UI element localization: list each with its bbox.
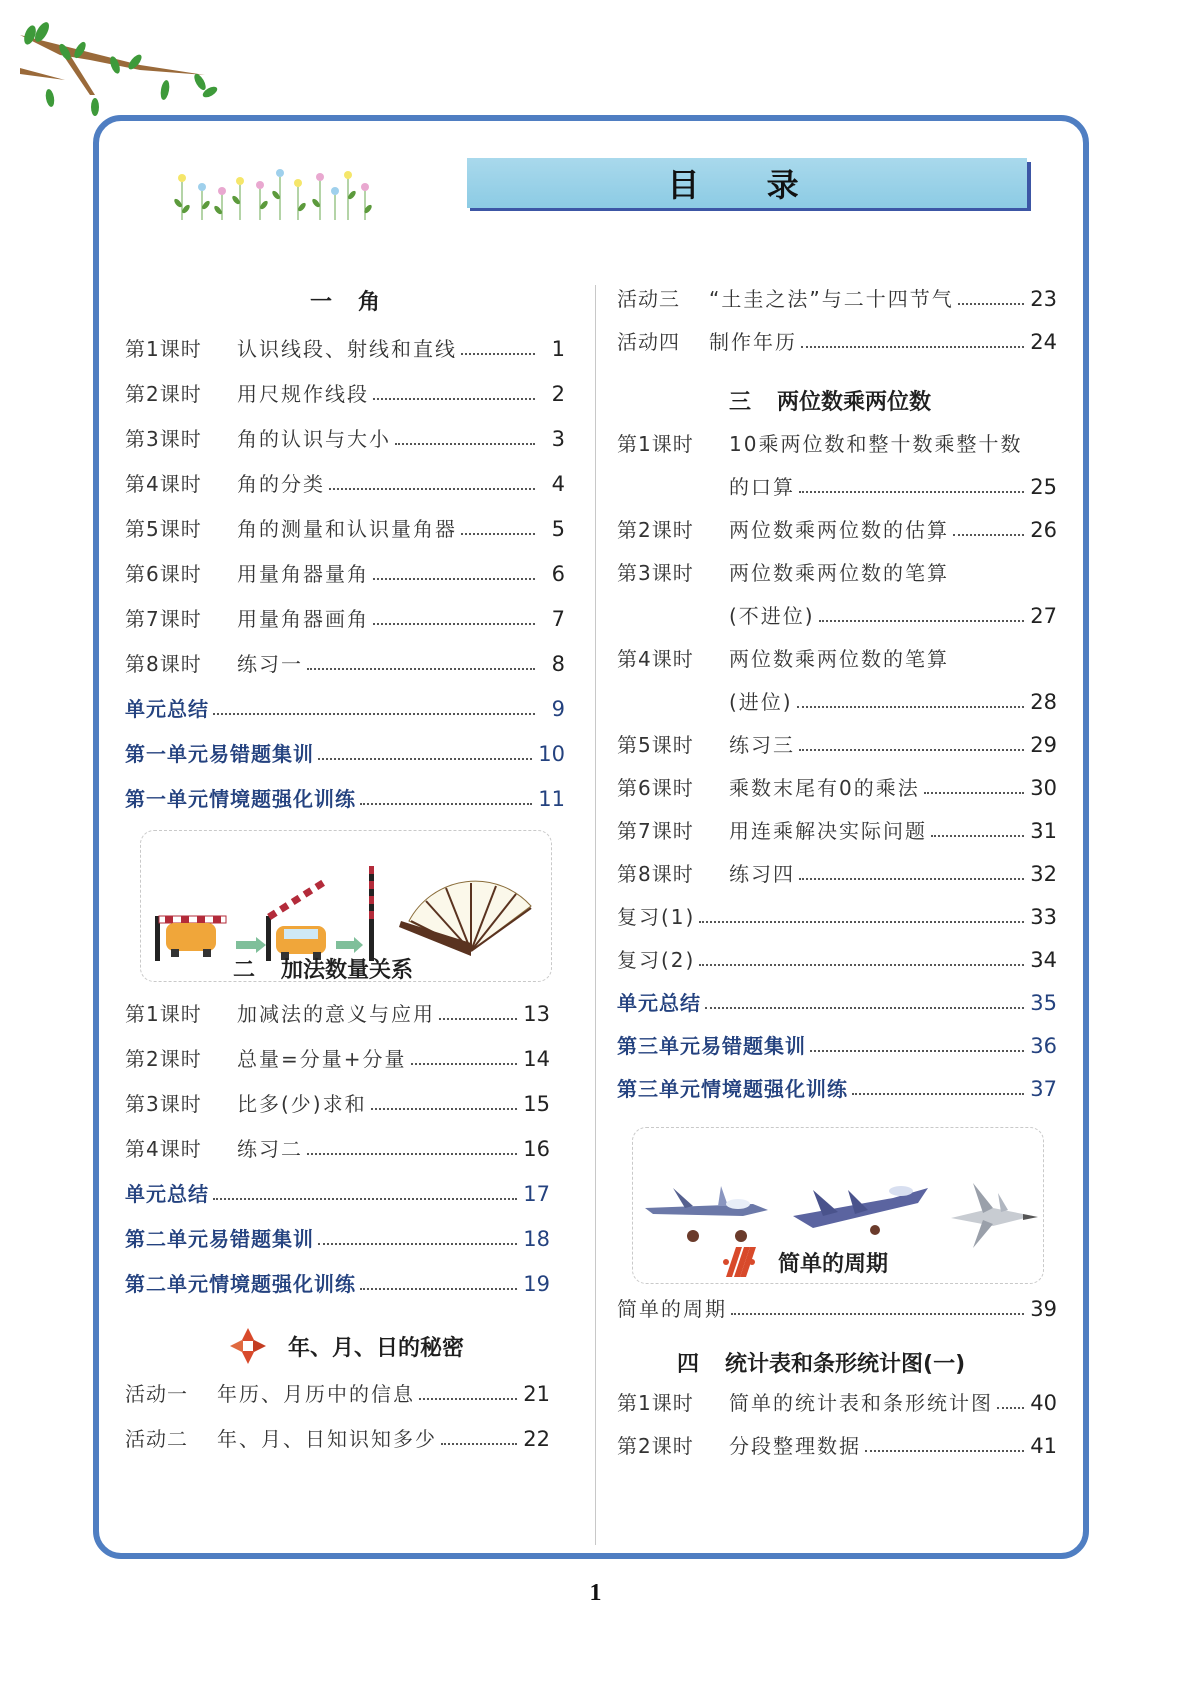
leader-dots [373, 623, 535, 625]
lesson-label: 第1课时 [125, 337, 202, 361]
toc-entry[interactable] [125, 650, 565, 678]
toc-entry[interactable] [125, 1045, 550, 1073]
unit2-number: 二 [233, 958, 256, 983]
page-ref: 18 [523, 1227, 550, 1251]
lesson-label: 第7课时 [617, 819, 694, 843]
leader-dots [924, 792, 1025, 794]
unit3-number: 三 [729, 390, 752, 415]
page-ref: 13 [523, 1002, 550, 1026]
entry-title: 复习(2) [617, 948, 696, 972]
leader-dots [411, 1063, 518, 1065]
lesson-label: 第2课时 [617, 1434, 694, 1458]
page-ref: 31 [1030, 819, 1057, 843]
leader-dots [373, 578, 535, 580]
toc-entry[interactable] [125, 605, 565, 633]
entry-title: 第三单元情境题强化训练 [617, 1077, 848, 1101]
unit3-heading [729, 385, 931, 416]
toc-entry[interactable] [125, 425, 565, 453]
page-ref: 22 [523, 1427, 550, 1451]
entry-title: 第三单元易错题集训 [617, 1034, 806, 1058]
entry-title: 单元总结 [125, 1182, 209, 1206]
leader-dots [213, 713, 535, 715]
entry-title: 练习一 [237, 652, 303, 676]
entry-title: 认识线段、射线和直线 [237, 337, 457, 361]
unit1-title: 角 [358, 290, 381, 315]
toc-entry-scenario-training[interactable] [125, 785, 565, 813]
lesson-label: 第1课时 [617, 432, 694, 456]
toc-entry-error-drill[interactable] [617, 1032, 1057, 1060]
entry-title: 练习四 [729, 862, 795, 886]
entry-title: 用尺规作线段 [237, 382, 369, 406]
entry-title: 第一单元情境题强化训练 [125, 787, 356, 811]
entry-title: 第二单元易错题集训 [125, 1227, 314, 1251]
unit1-number: 一 [310, 290, 333, 315]
toc-entry[interactable] [617, 817, 1057, 845]
entry-title: 两位数乘两位数的笔算 [729, 561, 949, 585]
toc-entry[interactable] [125, 380, 565, 408]
toc-entry[interactable] [617, 430, 1057, 458]
leader-dots [799, 749, 1024, 751]
toc-entry[interactable] [617, 285, 1057, 313]
toc-entry-summary[interactable] [125, 695, 565, 723]
leader-dots [373, 398, 535, 400]
entry-title: 第二单元情境题强化训练 [125, 1272, 356, 1296]
lesson-label: 第3课时 [125, 427, 202, 451]
leader-dots [799, 491, 1024, 493]
page-ref: 8 [551, 652, 565, 676]
leader-dots [705, 1007, 1024, 1009]
unit3-title: 两位数乘两位数 [777, 390, 932, 415]
page-ref: 17 [523, 1182, 550, 1206]
unit2-heading [233, 953, 413, 984]
entry-title: 总量=分量+分量 [237, 1047, 407, 1071]
toc-entry[interactable] [125, 1380, 550, 1408]
page-ref: 15 [523, 1092, 550, 1116]
page-ref: 39 [1030, 1297, 1057, 1321]
lesson-label: 第8课时 [617, 862, 694, 886]
page-ref: 40 [1030, 1391, 1057, 1415]
toc-entry-scenario-training[interactable] [617, 1075, 1057, 1103]
special2-heading [722, 1245, 888, 1279]
leader-dots [799, 878, 1024, 880]
lesson-label: 第6课时 [125, 562, 202, 586]
cycle-stripes-icon [722, 1245, 756, 1279]
lesson-label: 活动一 [125, 1382, 188, 1406]
entry-title: 复习(1) [617, 905, 696, 929]
leader-dots [461, 353, 535, 355]
leader-dots [953, 534, 1024, 536]
page-ref: 28 [1030, 690, 1057, 714]
entry-title: 用量角器量角 [237, 562, 369, 586]
leader-dots [318, 1243, 517, 1245]
lesson-label: 第8课时 [125, 652, 202, 676]
lesson-label: 第6课时 [617, 776, 694, 800]
entry-title: 加减法的意义与应用 [237, 1002, 435, 1026]
page-ref: 34 [1030, 948, 1057, 972]
toc-entry[interactable] [617, 645, 1057, 673]
toc-entry-continued[interactable] [617, 602, 1057, 630]
toc-entry-continued[interactable] [617, 688, 1057, 716]
leader-dots [419, 1398, 517, 1400]
page-ref: 3 [551, 427, 565, 451]
toc-entry-summary[interactable] [125, 1180, 550, 1208]
page-ref: 5 [551, 517, 565, 541]
page-ref: 26 [1030, 518, 1057, 542]
toc-entry[interactable] [617, 731, 1057, 759]
leader-dots [699, 964, 1024, 966]
leader-dots [797, 706, 1025, 708]
entry-title: 年、月、日知识知多少 [217, 1427, 437, 1451]
page-ref: 6 [551, 562, 565, 586]
toc-entry[interactable] [617, 774, 1057, 802]
entry-title: 角的测量和认识量角器 [237, 517, 457, 541]
unit1-heading [310, 285, 380, 316]
leader-dots [360, 1288, 517, 1290]
entry-title: 两位数乘两位数的估算 [729, 518, 949, 542]
page-ref: 33 [1030, 905, 1057, 929]
toc-entry-error-drill[interactable] [125, 740, 565, 768]
page-ref: 10 [538, 742, 565, 766]
lesson-label: 第1课时 [125, 1002, 202, 1026]
toc-entry[interactable] [125, 1090, 550, 1118]
entry-title: 制作年历 [709, 330, 797, 354]
page-ref: 27 [1030, 604, 1057, 628]
page-ref: 37 [1030, 1077, 1057, 1101]
pinwheel-icon [230, 1328, 266, 1364]
leader-dots [731, 1313, 1024, 1315]
lesson-label: 第4课时 [617, 647, 694, 671]
leader-dots [997, 1407, 1024, 1409]
entry-title: 10乘两位数和整十数乘整十数 [729, 432, 1023, 456]
toc-entry[interactable] [125, 560, 565, 588]
lesson-label: 第2课时 [125, 382, 202, 406]
page-number: 1 [589, 1580, 602, 1606]
leader-dots [213, 1198, 517, 1200]
toc-entry[interactable] [125, 515, 565, 543]
lesson-label: 第3课时 [617, 561, 694, 585]
entry-title: 角的分类 [237, 472, 325, 496]
lesson-label: 活动三 [617, 287, 680, 311]
toc-entry-summary[interactable] [617, 989, 1057, 1017]
page-ref: 35 [1030, 991, 1057, 1015]
leader-dots [329, 488, 535, 490]
leader-dots [307, 1153, 517, 1155]
entry-title: 第一单元易错题集训 [125, 742, 314, 766]
page-ref: 4 [551, 472, 565, 496]
leader-dots [439, 1018, 517, 1020]
toc-entry[interactable] [617, 516, 1057, 544]
leader-dots [371, 1108, 518, 1110]
leader-dots [318, 758, 532, 760]
entry-title: “土圭之法”与二十四节气 [709, 287, 954, 311]
lesson-label: 第4课时 [125, 1137, 202, 1161]
lesson-label: 第4课时 [125, 472, 202, 496]
toc-entry-review[interactable] [617, 946, 1057, 974]
page-ref: 30 [1030, 776, 1057, 800]
page-ref: 25 [1030, 475, 1057, 499]
lesson-label: 第3课时 [125, 1092, 202, 1116]
entry-title: 用连乘解决实际问题 [729, 819, 927, 843]
page-ref: 19 [523, 1272, 550, 1296]
entry-title: 用量角器画角 [237, 607, 369, 631]
entry-title: 单元总结 [617, 991, 701, 1015]
page-ref: 21 [523, 1382, 550, 1406]
lesson-label: 第2课时 [125, 1047, 202, 1071]
toc-entry[interactable] [617, 328, 1057, 356]
toc-entry-continued[interactable] [617, 473, 1057, 501]
page-ref: 7 [551, 607, 565, 631]
toc-entry[interactable] [125, 335, 565, 363]
lesson-label: 第7课时 [125, 607, 202, 631]
entry-title: (不进位) [729, 604, 815, 628]
tree-branch-decoration [20, 10, 240, 120]
page-ref: 11 [538, 787, 565, 811]
page-ref: 23 [1030, 287, 1057, 311]
page-ref: 24 [1030, 330, 1057, 354]
leader-dots [819, 620, 1025, 622]
leader-dots [810, 1050, 1024, 1052]
entry-title: 年历、月历中的信息 [217, 1382, 415, 1406]
entry-title: 简单的统计表和条形统计图 [729, 1391, 993, 1415]
entry-title: 练习三 [729, 733, 795, 757]
flowers-decoration [170, 165, 380, 225]
toc-entry[interactable] [125, 1000, 550, 1028]
toc-entry[interactable] [617, 559, 1057, 587]
entry-title: (进位) [729, 690, 793, 714]
entry-title: 比多(少)求和 [237, 1092, 367, 1116]
leader-dots [801, 346, 1024, 348]
toc-entry-scenario-training[interactable] [125, 1270, 550, 1298]
entry-title: 乘数末尾有0的乘法 [729, 776, 920, 800]
leader-dots [699, 921, 1024, 923]
page-ref: 36 [1030, 1034, 1057, 1058]
toc-entry-error-drill[interactable] [125, 1225, 550, 1253]
toc-entry[interactable] [125, 1425, 550, 1453]
leader-dots [360, 803, 532, 805]
toc-entry[interactable] [125, 470, 565, 498]
toc-entry[interactable] [617, 860, 1057, 888]
lesson-label: 第1课时 [617, 1391, 694, 1415]
page-ref: 41 [1030, 1434, 1057, 1458]
toc-entry[interactable] [617, 1295, 1057, 1323]
lesson-label: 第5课时 [125, 517, 202, 541]
page-ref: 9 [551, 697, 565, 721]
page-ref: 32 [1030, 862, 1057, 886]
lesson-label: 活动四 [617, 330, 680, 354]
entry-title: 两位数乘两位数的笔算 [729, 647, 949, 671]
entry-title: 练习二 [237, 1137, 303, 1161]
entry-title: 角的认识与大小 [237, 427, 391, 451]
leader-dots [865, 1450, 1024, 1452]
entry-title: 分段整理数据 [729, 1434, 861, 1458]
unit4-number: 四 [677, 1352, 700, 1377]
entry-title: 简单的周期 [617, 1297, 727, 1321]
unit4-title: 统计表和条形统计图(一) [725, 1352, 966, 1377]
leader-dots [307, 668, 535, 670]
entry-title: 单元总结 [125, 697, 209, 721]
toc-entry[interactable] [617, 1389, 1057, 1417]
special2-title: 简单的周期 [778, 1251, 889, 1277]
page-ref: 29 [1030, 733, 1057, 757]
special1-title: 年、月、日的秘密 [288, 1335, 465, 1361]
toc-entry[interactable] [617, 1432, 1057, 1460]
unit4-heading [677, 1347, 965, 1378]
leader-dots [852, 1093, 1024, 1095]
special1-heading [230, 1328, 464, 1364]
page-ref: 1 [551, 337, 565, 361]
lesson-label: 第2课时 [617, 518, 694, 542]
leader-dots [441, 1443, 517, 1445]
leader-dots [931, 835, 1024, 837]
page-title: 目 录 [667, 166, 827, 204]
toc-entry-review[interactable] [617, 903, 1057, 931]
lesson-label: 第5课时 [617, 733, 694, 757]
column-divider [595, 285, 596, 1545]
page-ref: 2 [551, 382, 565, 406]
lesson-label: 活动二 [125, 1427, 188, 1451]
leader-dots [395, 443, 535, 445]
leader-dots [461, 533, 535, 535]
page-ref: 16 [523, 1137, 550, 1161]
page-ref: 14 [523, 1047, 550, 1071]
unit2-title: 加法数量关系 [281, 958, 414, 983]
toc-entry[interactable] [125, 1135, 550, 1163]
entry-title: 的口算 [729, 475, 795, 499]
leader-dots [958, 303, 1025, 305]
